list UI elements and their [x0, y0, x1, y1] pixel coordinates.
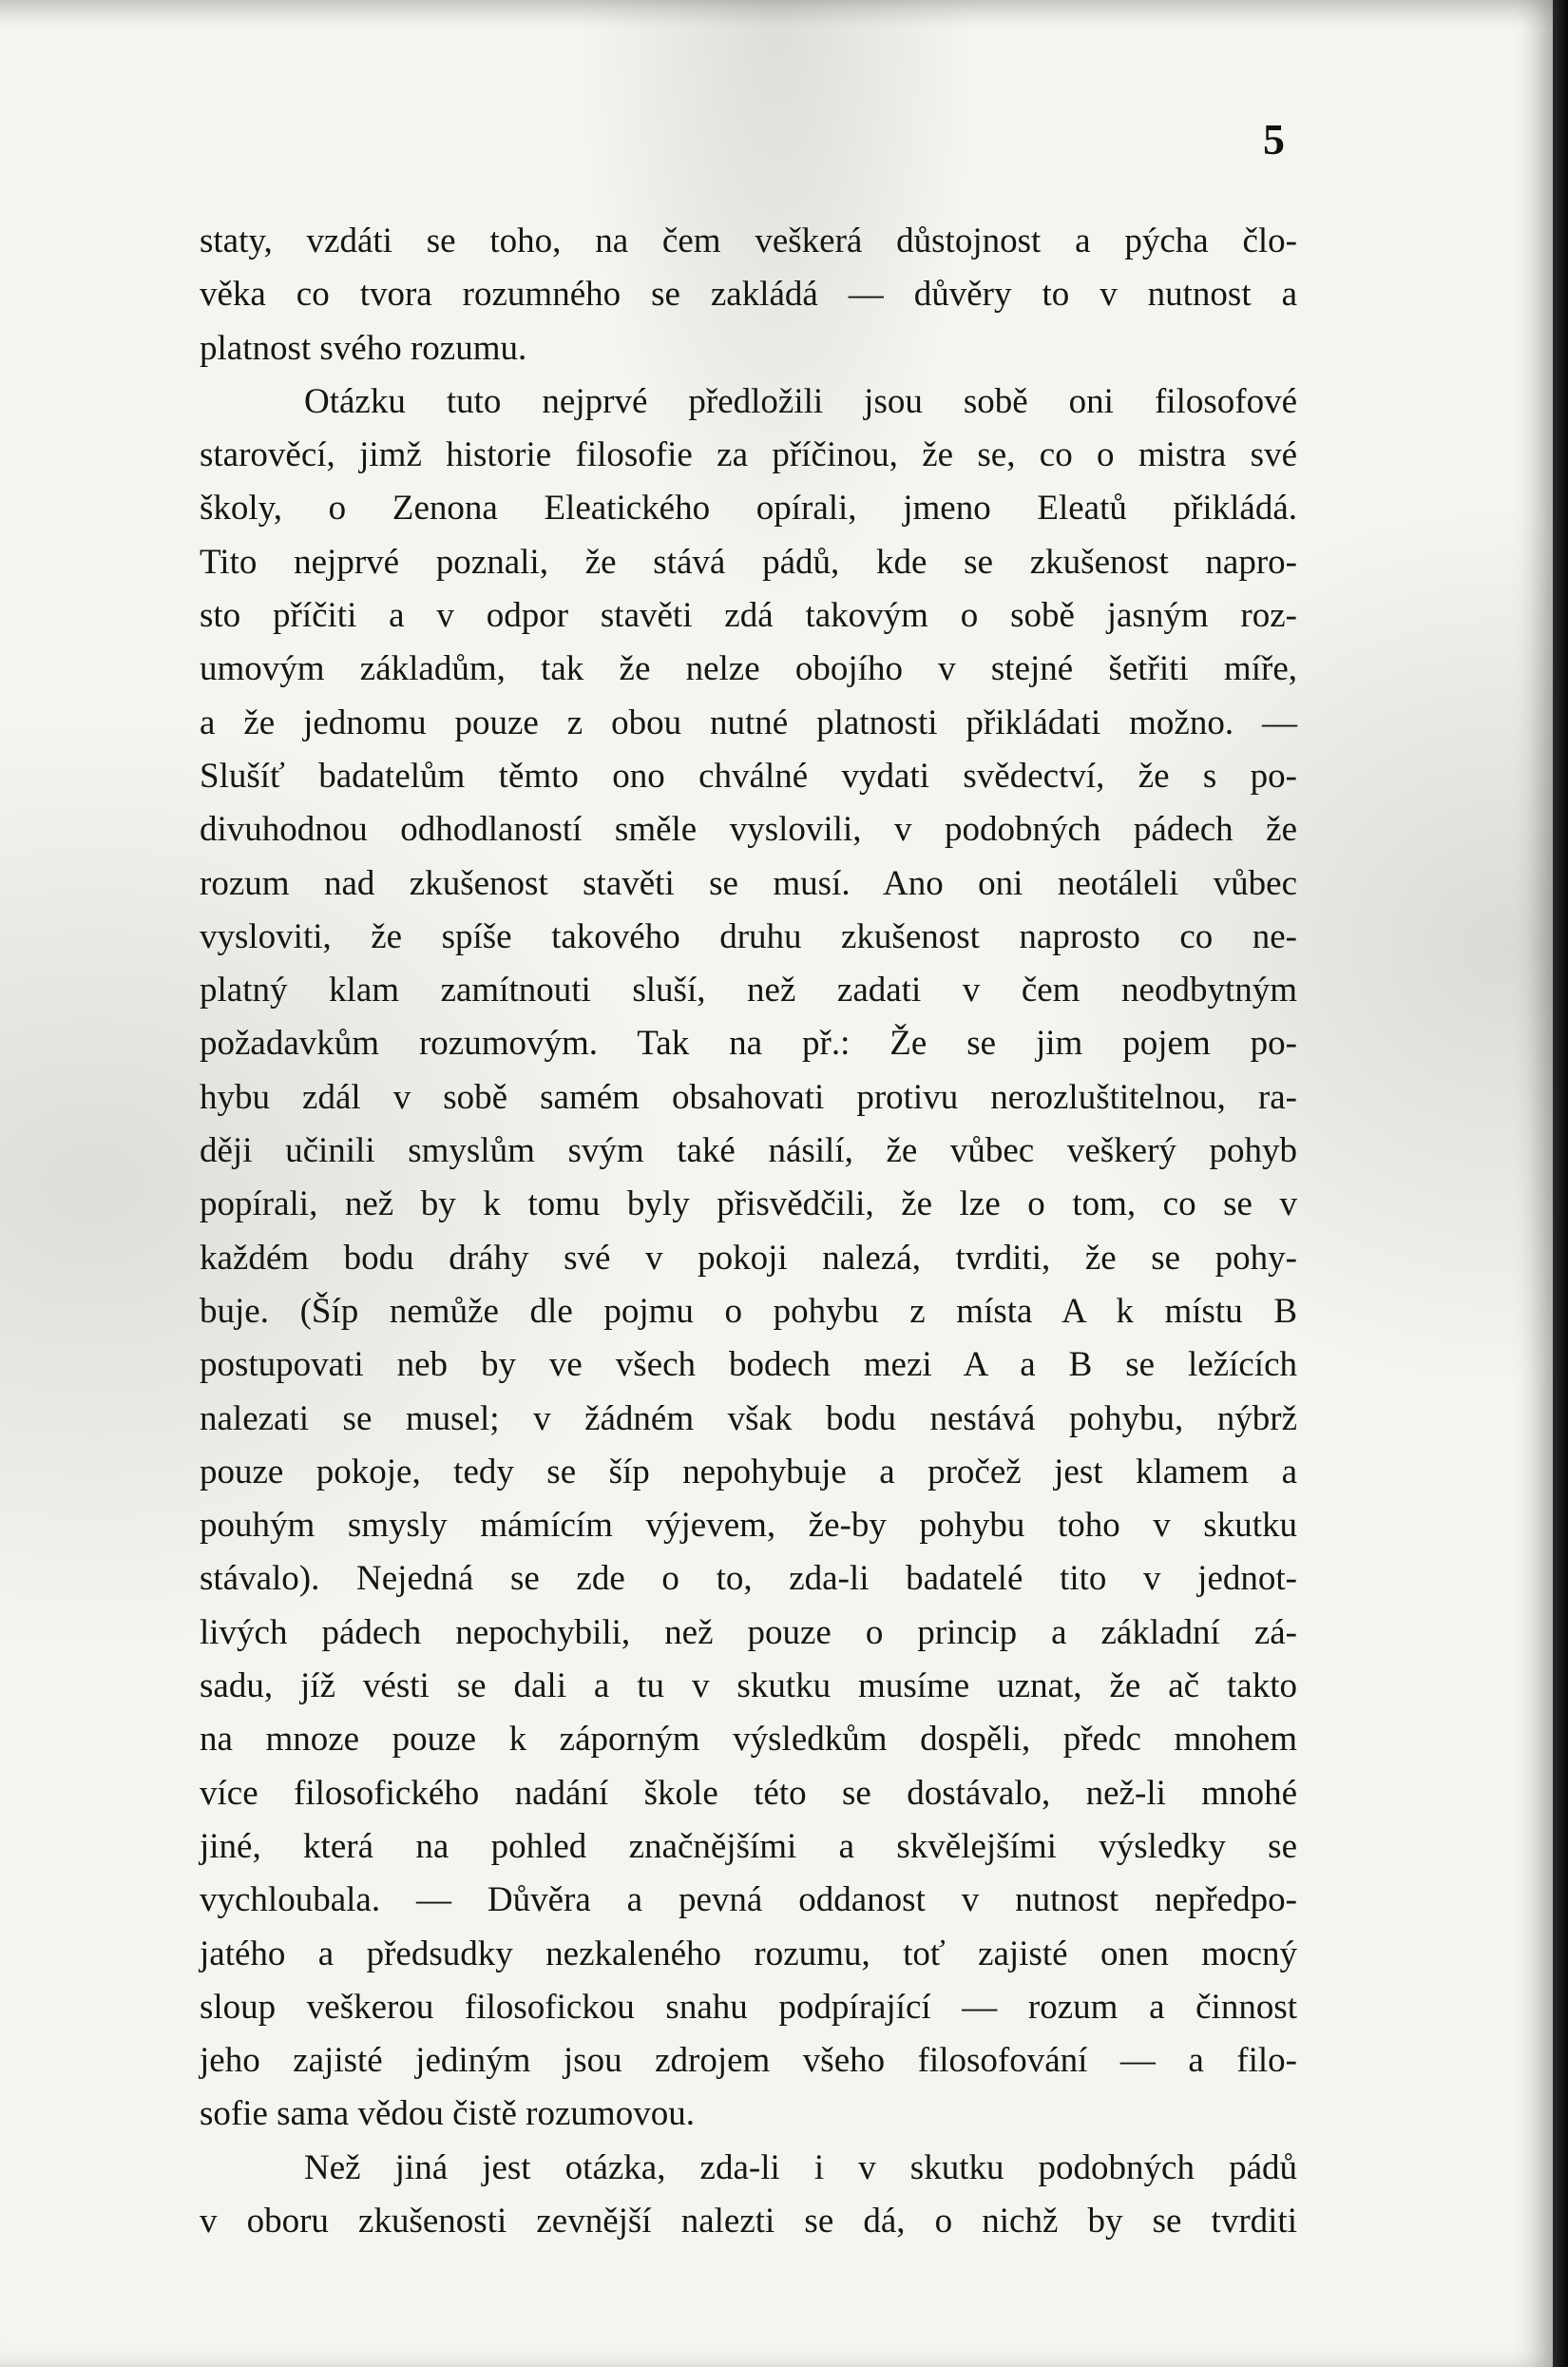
text-line: sto příčiti a v odpor stavěti zdá takovým o sobě jasným roz- — [200, 596, 1297, 636]
text-line: vychloubala. — Důvěra a pevná oddanost v nutnost nepředpo- — [200, 1880, 1297, 1920]
text-line: sadu, jíž vésti se dali a tu v skutku musíme uznat, že ač takto — [200, 1666, 1297, 1706]
text-line: popírali, než by k tomu byly přisvědčili, že lze o tom, co se v — [200, 1184, 1297, 1224]
text-line: Otázku tuto nejprvé předložili jsou sobě oni filosofové — [304, 381, 1297, 421]
text-line: staty, vzdáti se toho, na čem veškerá důstojnost a pýcha člo- — [200, 221, 1297, 260]
text-line: divuhodnou odhodlaností směle vyslovili, v podobných pádech že — [200, 810, 1297, 850]
text-line: rozum nad zkušenost stavěti se musí. Ano oni neotáleli vůbec — [200, 863, 1297, 903]
text-line: na mnoze pouze k záporným výsledkům dospěli, předc mnohem — [200, 1720, 1297, 1760]
text-line: jeho zajisté jediným jsou zdrojem všeho filosofování — a filo- — [200, 2041, 1297, 2081]
text-line: věka co tvora rozumného se zakládá — důvěry to v nutnost a — [200, 275, 1297, 315]
text-line: livých pádech nepochybili, než pouze o princip a základní zá- — [200, 1612, 1297, 1652]
text-line: jatého a předsudky nezkaleného rozumu, toť zajisté onen mocný — [200, 1934, 1297, 1973]
text-line: platný klam zamítnouti sluší, než zadati v čem neodbytným — [200, 971, 1297, 1010]
text-line: vysloviti, že spíše takového druhu zkušenost naprosto co ne- — [200, 916, 1297, 956]
text-line: a že jednomu pouze z obou nutné platnosti přikládati možno. — — [200, 702, 1297, 742]
text-line: jiné, která na pohled značnějšími a skvělejšími výsledky se — [200, 1826, 1297, 1866]
text-line: stávalo). Nejedná se zde o to, zda-li badatelé tito v jednot- — [200, 1559, 1297, 1599]
text-line: platnost svého rozumu. — [200, 328, 527, 368]
text-line: pouhým smysly mámícím výjevem, že-by pohybu toho v skutku — [200, 1506, 1297, 1546]
body-text — [200, 215, 1297, 2248]
text-line: sofie sama vědou čistě rozumovou. — [200, 2094, 695, 2134]
text-line: umovým základům, tak že nelze obojího v stejné šetřiti míře, — [200, 649, 1297, 689]
page-top-shadow — [0, 0, 1555, 29]
text-line: každém bodu dráhy své v pokoji nalezá, tvrditi, že se pohy- — [200, 1238, 1297, 1278]
paragraph-2 — [200, 375, 1297, 2142]
text-line: školy, o Zenona Eleatického opírali, jmeno Eleatů přikládá. — [200, 489, 1297, 529]
text-line: sloup veškerou filosofickou snahu podpírající — rozum a činnost — [200, 1987, 1297, 2027]
text-line: požadavkům rozumovým. Tak na př.: Že se jim pojem po- — [200, 1024, 1297, 1064]
text-line: starověcí, jimž historie filosofie za příčinou, že se, co o mistra své — [200, 435, 1297, 475]
text-line: buje. (Šíp nemůže dle pojmu o pohybu z místa A k místu B — [200, 1291, 1297, 1331]
text-line: v oboru zkušenosti zevnější nalezti se dá, o nichž by se tvrditi — [200, 2201, 1297, 2241]
text-line: Slušíť badatelům těmto ono chválné vydati svědectví, že s po- — [200, 756, 1297, 796]
text-line: postupovati neb by ve všech bodech mezi A a B se ležících — [200, 1345, 1297, 1385]
text-line: ději učinili smyslům svým také násilí, že vůbec veškerý pohyb — [200, 1131, 1297, 1171]
paragraph-1 — [200, 215, 1297, 375]
paragraph-3 — [200, 2142, 1297, 2249]
text-line: nalezati se musel; v žádném však bodu nestává pohybu, nýbrž — [200, 1398, 1297, 1438]
text-line: více filosofického nadání škole této se dostávalo, než-li mnohé — [200, 1773, 1297, 1813]
text-line: Než jiná jest otázka, zda-li i v skutku podobných pádů — [304, 2147, 1297, 2187]
text-line: hybu zdál v sobě samém obsahovati protivu nerozluštitelnou, ra- — [200, 1077, 1297, 1117]
book-spine-edge — [1553, 0, 1568, 2367]
page-number: 5 — [1263, 115, 1285, 164]
text-line: pouze pokoje, tedy se šíp nepohybuje a pročež jest klamem a — [200, 1452, 1297, 1491]
text-line: Tito nejprvé poznali, že stává pádů, kde se zkušenost napro- — [200, 542, 1297, 582]
